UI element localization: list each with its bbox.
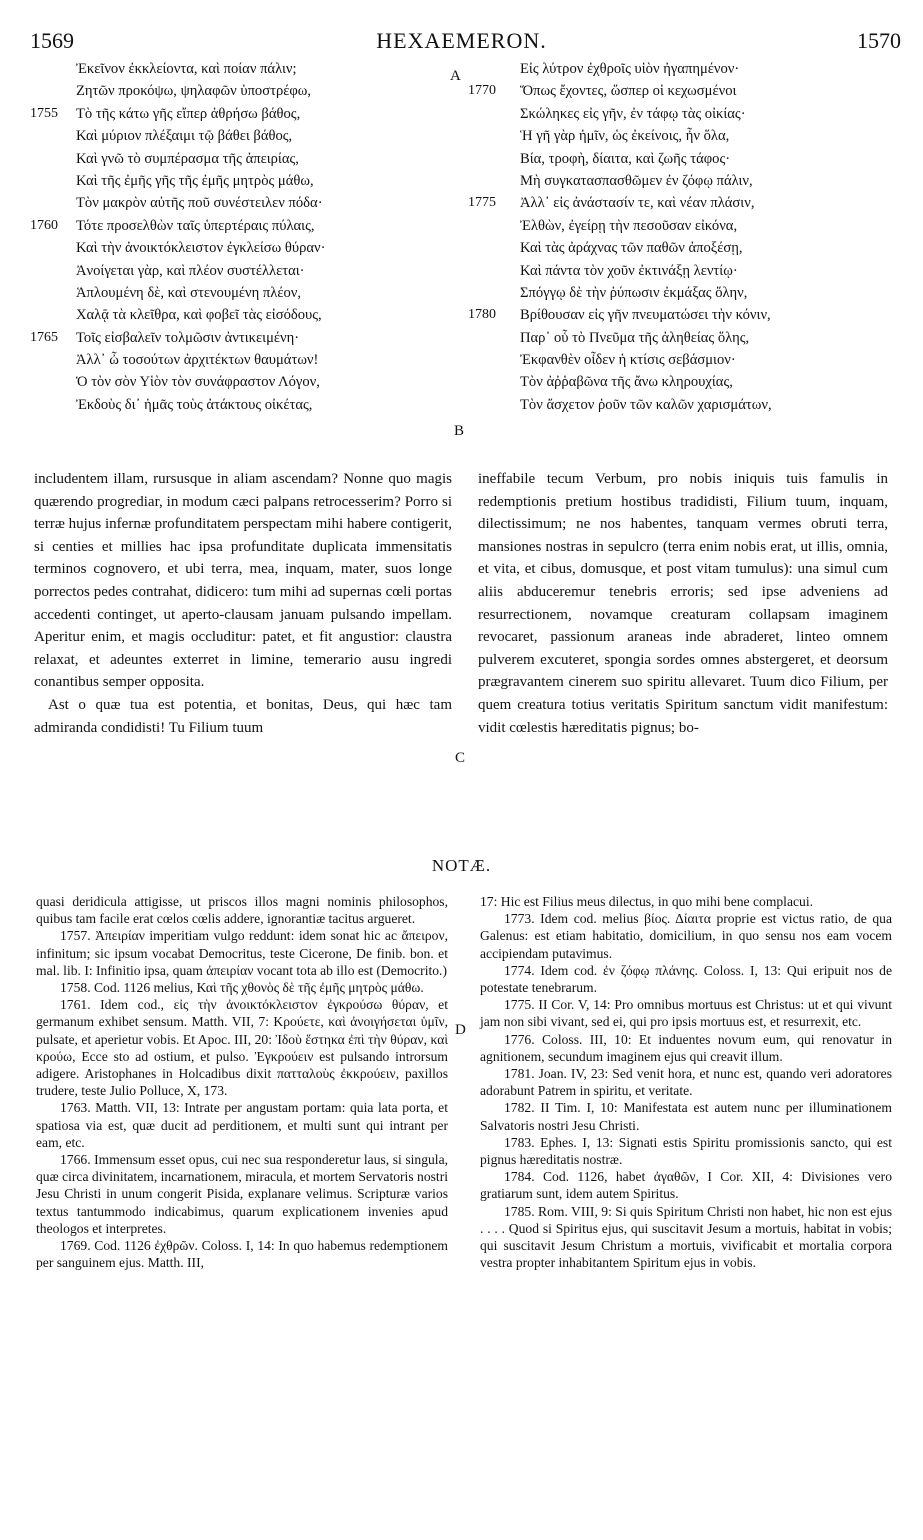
verse-text: Καὶ τῆς ἐμῆς γῆς τῆς ἐμῆς μητρὸς μάθω,: [76, 172, 314, 189]
notes-right-column: [480, 893, 892, 1271]
notes-heading: NOTÆ.: [431, 856, 492, 875]
verse-line: [468, 170, 908, 192]
verse-text: Καὶ τὴν ἀνοικτόκλειστον ἐγκλείσω θύραν·: [76, 240, 326, 257]
verse-line: [468, 125, 908, 147]
verse-text: Βρίθουσαν εἰς γῆν πνευματώσει τὴν κόνιν,: [520, 307, 771, 324]
verse-line: [30, 215, 450, 237]
note-entry: 1766. Immensum esset opus, cui nec sua responderetur laus, si singula, quæ circa divinitatem, incarnationem, miracula, et mortem Servatoris nostri Jesu Christi in unum congerit Pisida, explanare velimus. Scripturæ varios textus tantummodo indicabimus, quarum explicationem invenies apud theologos et interpretes.: [36, 1152, 448, 1236]
verse-number: 1765: [30, 329, 58, 345]
page-number-left: 1569: [30, 28, 74, 53]
greek-verse-right: [468, 58, 908, 416]
note-entry: 1775. II Cor. V, 14: Pro omnibus mortuus est Christus: ut et qui vivunt jam non sibi vivant, sed ei, qui pro ipsis mortuus est, et resurrexit, etc.: [480, 997, 892, 1030]
verse-line: [468, 103, 908, 125]
verse-line: [30, 394, 450, 416]
verse-text: Ἀνοίγεται γὰρ, καὶ πλέον συστέλλεται·: [76, 262, 305, 279]
verse-text: Ἐκφανθὲν οἶδεν ἡ κτίσις σεβάσμιον·: [520, 352, 736, 369]
verse-line: [30, 327, 450, 349]
verse-text: Τὸν ἀῤῥαβῶνα τῆς ἄνω κληρουχίας,: [520, 374, 733, 391]
latin-paragraph: ineffabile tecum Verbum, pro nobis iniquis tuis famulis in redemptionis pretium hostibus tradidisti, Filium tuum, inquam, dilectissimum; ne nos habentes, tanquam vermes obruti terra, mansiones nostras in sepulcro (terra enim nobis erat, ut illis, omnia, et vita, et cibus, domusque, et post vitam tumulus): una simul cum aliis abduceremur tenebris erroris; sed ipse adveniens ad resurrectionem, novamque creaturam collapsam imaginem revocaret, passionum araneas inde abraderet, linteo omnem pulverem excuteret, spongia sordes omnes abstergeret, et deorsum prægravantem cinerem suo spiritu allevaret. Tuum dico Filium, per quem creatura totius veritatis Spiritum sanctum vidit manifestum: vidit cœlestis hæreditatis pignus; bo-: [478, 471, 888, 736]
verse-line: [468, 282, 908, 304]
verse-line: [468, 215, 908, 237]
verse-line: [30, 58, 450, 80]
verse-text: Παρ᾽ οὗ τὸ Πνεῦμα τῆς ἀληθείας ὅλης,: [520, 329, 750, 346]
verse-line: [30, 80, 450, 102]
note-entry: 1784. Cod. 1126, habet ἀγαθῶν, I Cor. XII, 4: Divisiones vero gratiarum sunt, idem autem Spiritus.: [480, 1169, 892, 1202]
note-entry: 1773. Idem cod. melius βίος. Δίαιτα proprie est victus ratio, de qua Galenus: est etiam habitatio, domicilium, in quo sensu nos eam vocem accipiendam putavimus.: [480, 911, 892, 961]
verse-line: [468, 148, 908, 170]
verse-number: 1775: [468, 195, 496, 211]
note-entry: 1761. Idem cod., εἰς τὴν ἀνοικτόκλειστον ἐγκρούσω θύραν, et germanum exhibet sensum. Matth. VII, 7: Κρούετε, καὶ ἀνοιγήσεται ὑμῖν, pulsate, et aperietur vobis. Et Apoc. III, 20: Ἰδοὺ ἕστηκα ἐπὶ τὴν θύραν, καὶ κρούω, Ecce sto ad ostium, et pulso. Ἐγκρούειν est pulsando introrsum adigere. Aristophanes in Holcadibus dixit πατταλοὺς ἐκκρούειν, paxillos trudere, teste Julio Polluce, X, 173.: [36, 997, 448, 1099]
note-entry: 1763. Matth. VII, 13: Intrate per angustam portam: quia lata porta, et spatiosa via est, quæ ducit ad perditionem, et multi sunt qui intrant per eam, etc.: [36, 1100, 448, 1150]
verse-text: Τότε προσελθὼν ταῖς ὑπερτέραις πύλαις,: [76, 217, 315, 234]
verse-text: Εἰς λύτρον ἐχθροῖς υἱὸν ἠγαπημένον·: [520, 61, 740, 77]
verse-line: [30, 371, 450, 393]
verse-text: Τὸν μακρὸν αὐτῆς ποῦ συνέστειλεν πόδα·: [76, 195, 323, 212]
verse-line: [468, 327, 908, 349]
note-entry: 1769. Cod. 1126 ἐχθρῶν. Coloss. I, 14: In quo habemus redemptionem per sanguinem ejus. Matth. III,: [36, 1238, 448, 1271]
verse-line: [468, 58, 908, 80]
verse-number: 1770: [468, 83, 496, 99]
verse-line: [468, 260, 908, 282]
note-entry: 1785. Rom. VIII, 9: Si quis Spiritum Christi non habet, hic non est ejus . . . . Quod si Spiritus ejus, qui suscitavit Jesum a mortuis, habitat in vobis; qui suscitavit Jesum Christum a mortuis, vivificabit et mortalia corpora vestra propter inhabitantem Spiritum ejus in vobis.: [480, 1203, 892, 1271]
verse-line: [30, 192, 450, 214]
note-entry: 17: Hic est Filius meus dilectus, in quo mihi bene complacui.: [480, 894, 814, 909]
latin-paragraph: Ast o quæ tua est potentia, et bonitas, Deus, qui hæc tam admiranda condidisti! Tu Filium tuum: [34, 696, 452, 736]
note-entry: 1758. Cod. 1126 melius, Καὶ τῆς χθονὸς δὲ τῆς ἐμῆς μητρὸς μάθω.: [60, 980, 424, 996]
verse-text: Ἐλθὼν, ἐγείρῃ τὴν πεσοῦσαν εἰκόνα,: [520, 217, 738, 234]
section-marker-c: C: [455, 750, 466, 766]
verse-line: [30, 170, 450, 192]
section-marker-b: B: [454, 423, 465, 439]
verse-text: Ὁ τὸν σὸν Υἱὸν τὸν συνάφραστον Λόγον,: [76, 374, 320, 391]
verse-text: Καὶ μύριον πλέξαιμι τῷ βάθει βάθος,: [76, 128, 293, 145]
verse-text: Ζητῶν προκόψω, ψηλαφῶν ὑποστρέφω,: [76, 83, 312, 100]
verse-text: Βία, τροφὴ, δίαιτα, καὶ ζωῆς τάφος·: [520, 150, 731, 167]
verse-line: [30, 103, 450, 125]
verse-number: 1755: [30, 105, 58, 121]
verse-text: Ἐκεῖνον ἐκκλείοντα, καὶ ποίαν πάλιν;: [76, 61, 297, 77]
verse-number: 1780: [468, 307, 496, 323]
note-entry: 1776. Coloss. III, 10: Et induentes novum eum, qui renovatur in agnitionem, secundum imaginem ejus qui creavit illum.: [480, 1031, 892, 1064]
note-entry: 1781. Joan. IV, 23: Sed venit hora, et nunc est, quando veri adoratores adorabunt Patrem in spiritu, et veritate.: [480, 1066, 892, 1099]
page-header: [0, 22, 923, 56]
verse-line: [30, 304, 450, 326]
verse-line: [468, 349, 908, 371]
verse-line: [30, 125, 450, 147]
verse-text: Καὶ πάντα τὸν χοῦν ἐκτινάξῃ λεντίῳ·: [520, 262, 738, 279]
verse-text: Τοῖς εἰσβαλεῖν τολμῶσιν ἀντικειμένη·: [76, 329, 300, 346]
note-entry: 1782. II Tim. I, 10: Manifestata est autem nunc per illuminationem Salvatoris nostri Jesu Christi.: [480, 1100, 892, 1133]
verse-line: [30, 237, 450, 259]
verse-line: [468, 371, 908, 393]
verse-text: Τὸν ἄσχετον ῥοῦν τῶν καλῶν χαρισμάτων,: [520, 396, 772, 413]
verse-text: Καὶ γνῶ τὸ συμπέρασμα τῆς ἀπειρίας,: [76, 150, 299, 167]
page-number-right: 1570: [857, 28, 901, 53]
verse-line: [468, 237, 908, 259]
verse-text: Σκώληκες εἰς γῆν, ἐν τάφῳ τὰς οἰκίας·: [520, 105, 746, 122]
latin-paragraph: includentem illam, rursusque in aliam ascendam? Nonne quo magis quærendo progrediar, in modum cæci palpans retrocesserim? Porro si terræ hujus infernæ profunditatem perspectam mihi habere contigerit, si centies et millies hac ipsa profunditate duplicata immensitatis terminos cognovero, et ubi terra, mea, inquam, mater, suos longe porrectos pedes contrahat, didicero: tum mihi ad supernas cœli portas accedenti continget, ut aperto-clausam januam pulsando impellam. Aperitur enim, et magis occluditur: patet, et fit angustior: claustra relaxat, et adeuntes exterret in limine, temerario ausu ingredi conantibus semper opposita.: [34, 471, 452, 691]
verse-text: Μὴ συγκατασπασθῶμεν ἐν ζόφῳ πάλιν,: [520, 172, 753, 189]
latin-translation-left: [34, 468, 452, 739]
verse-line: [30, 148, 450, 170]
verse-text: Ἡ γῆ γὰρ ἡμῖν, ὡς ἐκείνοις, ἦν ὅλα,: [520, 128, 730, 145]
verse-line: [468, 394, 908, 416]
verse-line: [30, 282, 450, 304]
section-marker-a: A: [450, 68, 461, 84]
note-entry: 1757. Ἀπειρίαν imperitiam vulgo reddunt: idem sonat hic ac ἄπειρον, infinitum; sic ipsum vocabat Democritus, teste Cicerone, De finib. bon. et mal. lib. I: Infinitio ipsa, quam ἀπειρίαν vocant tota ab illo est (Democrito.): [36, 928, 448, 978]
verse-text: Καὶ τὰς ἀράχνας τῶν παθῶν ἀποξέσῃ,: [520, 240, 743, 257]
note-entry: quasi deridicula attigisse, ut priscos illos magni nominis philosophos, quibus tam facile erat cœlos cœlis addere, ignorantiæ tacitus argueret.: [36, 894, 448, 927]
verse-line: [468, 192, 908, 214]
verse-text: Χαλᾷ τὰ κλεῖθρα, καὶ φοβεῖ τὰς εἰσόδους,: [76, 307, 322, 324]
verse-text: Ἐκδοὺς δι᾽ ἡμᾶς τοὺς ἀτάκτους οἰκέτας,: [76, 396, 313, 413]
verse-line: [468, 304, 908, 326]
latin-translation-right: [478, 468, 888, 739]
verse-text: Ἁπλουμένη δὲ, καὶ στενουμένη πλέον,: [76, 284, 302, 301]
note-entry: 1774. Idem cod. ἐν ζόφῳ πλάνης. Coloss. I, 13: Qui eripuit nos de potestate tenebrarum.: [480, 962, 892, 996]
verse-line: [30, 349, 450, 371]
verse-line: [468, 80, 908, 102]
section-marker-d: D: [455, 1022, 466, 1038]
notes-left-column: [36, 893, 448, 1271]
verse-text: Ὅπως ἔχοντες, ὥσπερ οἱ κεχωσμένοι: [520, 83, 737, 100]
verse-text: Τὸ τῆς κάτω γῆς εἴπερ ἀθρήσω βάθος,: [76, 105, 301, 122]
verse-line: [30, 260, 450, 282]
note-entry: 1783. Ephes. I, 13: Signati estis Spiritu promissionis sancto, qui est pignus hæreditatis nostræ.: [480, 1134, 892, 1168]
greek-verse-left: [30, 58, 450, 416]
verse-number: 1760: [30, 217, 58, 233]
running-title: HEXAEMERON.: [376, 28, 547, 53]
verse-text: Ἀλλ᾽ εἰς ἀνάστασίν τε, καὶ νέαν πλάσιν,: [520, 195, 755, 212]
verse-text: Σπόγγῳ δὲ τὴν ῥύπωσιν ἐκμάξας ὅλην,: [520, 284, 748, 301]
verse-text: Ἀλλ᾽ ὦ τοσούτων ἀρχιτέκτων θαυμάτων!: [76, 352, 319, 369]
